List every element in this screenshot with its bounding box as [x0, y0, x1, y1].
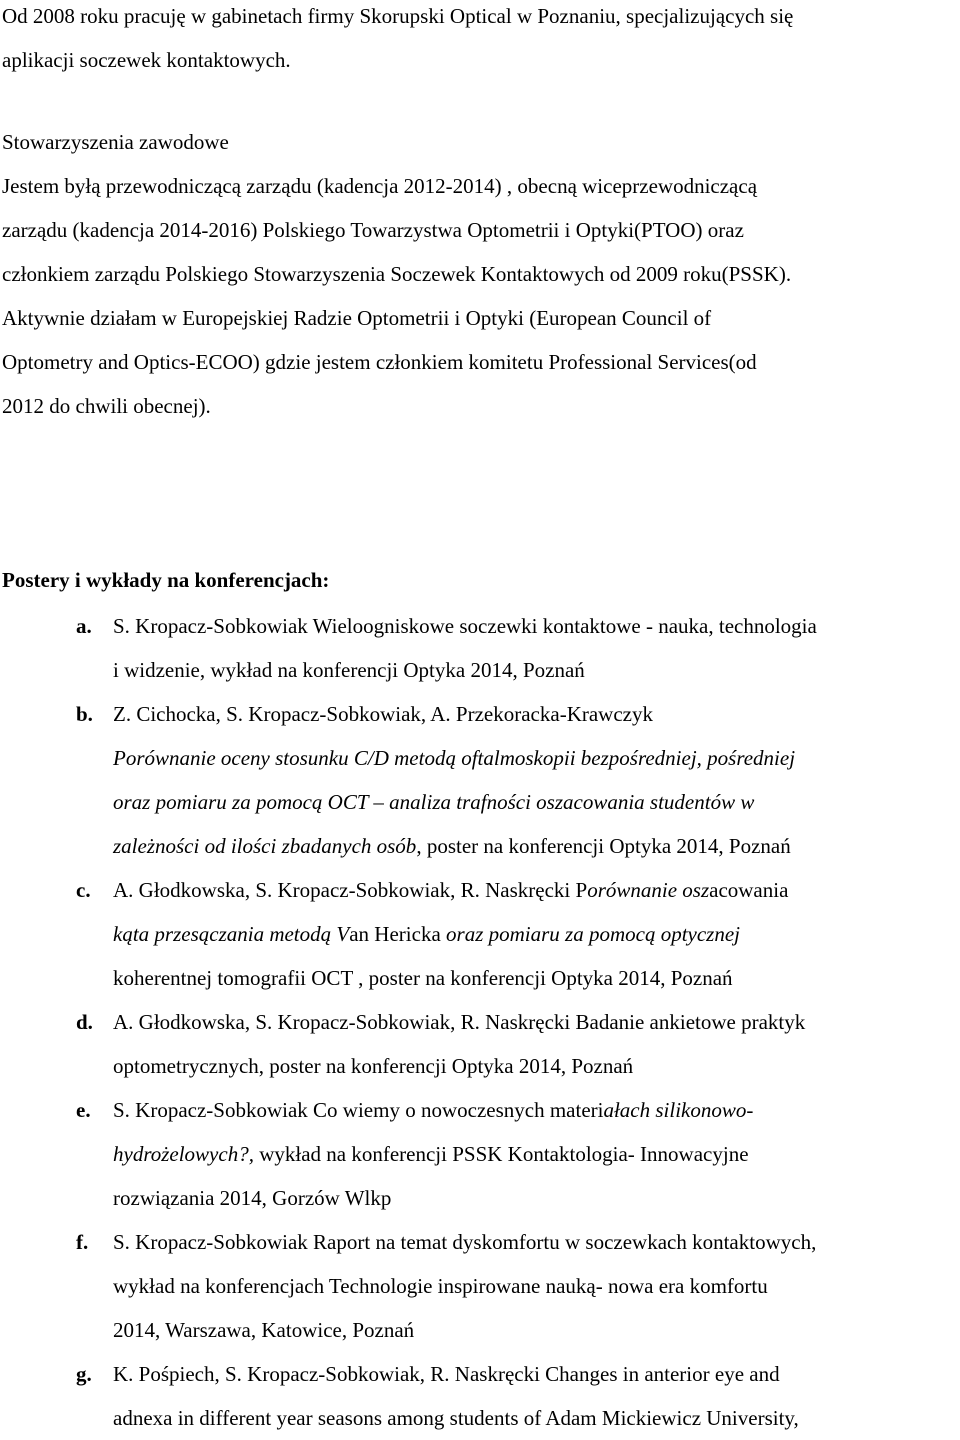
text-span: S. Kropacz-Sobkowiak Co wiemy o nowoczesnych materi: [113, 1098, 604, 1122]
posters-list: [2, 604, 958, 1440]
section-heading: Postery i wykłady na konferencjach:: [2, 568, 330, 592]
list-marker: c.: [76, 878, 91, 902]
list-item: [2, 692, 958, 868]
list-item: [2, 1220, 958, 1352]
text-line: Porównanie oceny stosunku C/D metodą oftalmoskopii bezpośredniej, pośredniej: [113, 746, 796, 770]
text-line: zarządu (kadencja 2014-2016) Polskiego Towarzystwa Optometrii i Optyki(PTOO) oraz: [2, 218, 744, 242]
text-line: [113, 912, 958, 956]
intro-paragraph: [2, 0, 793, 82]
text-line: [113, 868, 958, 912]
italic-title: kąta przesączania metodą V: [113, 922, 350, 946]
text-line: oraz pomiaru za pomocą OCT – analiza trafności oszacowania studentów w: [113, 790, 755, 814]
section-heading: Stowarzyszenia zawodowe: [2, 130, 229, 154]
italic-title: orównanie osz: [587, 878, 710, 902]
italic-title: zależności od ilości zbadanych osób: [113, 834, 417, 858]
text-line: wykład na konferencjach Technologie inspirowane nauką- nowa era komfortu: [113, 1274, 768, 1298]
text-line: optometrycznych, poster na konferencji Optyka 2014, Poznań: [113, 1054, 634, 1078]
italic-title: ałach silikonowo-: [603, 1098, 754, 1122]
text-line: 2014, Warszawa, Katowice, Poznań: [113, 1318, 415, 1342]
list-item: [2, 1088, 958, 1220]
list-marker: a.: [76, 614, 92, 638]
text-line: rozwiązania 2014, Gorzów Wlkp: [113, 1186, 392, 1210]
text-line: [113, 824, 958, 868]
posters-heading-block: [2, 558, 329, 602]
text-span: an Hericka: [349, 922, 447, 946]
text-line: Z. Cichocka, S. Kropacz-Sobkowiak, A. Przekoracka-Krawczyk: [113, 702, 653, 726]
text-line: aplikacji soczewek kontaktowych.: [2, 48, 291, 72]
list-item: [2, 1000, 958, 1088]
text-line: S. Kropacz-Sobkowiak Raport na temat dyskomfortu w soczewkach kontaktowych,: [113, 1230, 817, 1254]
text-span: wykład na konferencji PSSK Kontaktologia- Innowacyjne: [253, 1142, 749, 1166]
list-marker: f.: [76, 1230, 89, 1254]
text-span: A. Głodkowska, S. Kropacz-Sobkowiak, R. Naskręcki P: [113, 878, 588, 902]
text-line: S. Kropacz-Sobkowiak Wieloogniskowe soczewki kontaktowe - nauka, technologia: [113, 614, 817, 638]
text-line: koherentnej tomografii OCT , poster na konferencji Optyka 2014, Poznań: [113, 966, 733, 990]
text-line: [113, 1088, 958, 1132]
text-span: , poster na konferencji Optyka 2014, Poznań: [416, 834, 791, 858]
list-item: [2, 1352, 958, 1440]
text-line: Optometry and Optics-ECOO) gdzie jestem członkiem komitetu Professional Services(od: [2, 350, 757, 374]
text-span: acowania: [709, 878, 789, 902]
text-line: A. Głodkowska, S. Kropacz-Sobkowiak, R. Naskręcki Badanie ankietowe praktyk: [113, 1010, 806, 1034]
italic-title: oraz pomiaru za pomocą optycznej: [446, 922, 740, 946]
list-marker: g.: [76, 1362, 92, 1386]
text-line: członkiem zarządu Polskiego Stowarzyszenia Soczewek Kontaktowych od 2009 roku(PSSK).: [2, 262, 792, 286]
associations-section: [2, 120, 791, 428]
text-line: 2012 do chwili obecnej).: [2, 394, 211, 418]
list-item: [2, 868, 958, 1000]
list-marker: d.: [76, 1010, 93, 1034]
text-line: Od 2008 roku pracuję w gabinetach firmy Skorupski Optical w Poznaniu, specjalizujących się: [2, 4, 794, 28]
list-marker: b.: [76, 702, 93, 726]
text-line: Aktywnie działam w Europejskiej Radzie Optometrii i Optyki (European Council of: [2, 306, 712, 330]
text-line: adnexa in different year seasons among students of Adam Mickiewicz University,: [113, 1406, 799, 1430]
text-line: K. Pośpiech, S. Kropacz-Sobkowiak, R. Naskręcki Changes in anterior eye and: [113, 1362, 780, 1386]
list-item: [2, 604, 958, 692]
text-line: i widzenie, wykład na konferencji Optyka 2014, Poznań: [113, 658, 585, 682]
text-line: Jestem byłą przewodniczącą zarządu (kadencja 2012-2014) , obecną wiceprzewodniczącą: [2, 174, 758, 198]
italic-title: hydrożelowych?,: [113, 1142, 254, 1166]
text-line: [113, 1132, 958, 1176]
list-marker: e.: [76, 1098, 91, 1122]
